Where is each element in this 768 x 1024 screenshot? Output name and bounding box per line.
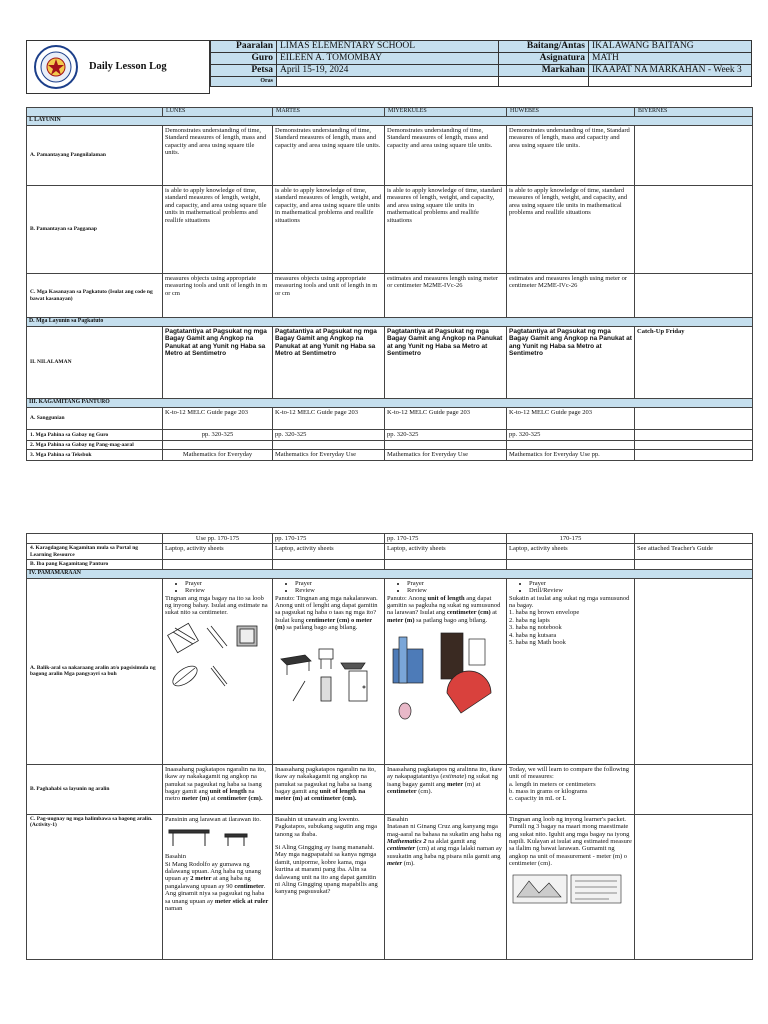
- benches-icon: [165, 826, 261, 850]
- day-header-lunes: LUNES: [163, 108, 273, 117]
- cell-paghahabi-huwebes: Today, we will learn to compare the following unit of measures: a. length in meters or centimeters b. mass in grams or kilograms c. capacity in mL or L: [507, 764, 635, 814]
- learners-packet-icon: [509, 871, 625, 905]
- paaralan-label: Paaralan: [211, 41, 277, 53]
- cell-kasanayan-miyerkules: estimates and measures length using meter or centimeter M2ME-IVc-26: [385, 274, 507, 318]
- cell-karagdagang-lunes: Laptop, activity sheets: [163, 544, 273, 559]
- row-label-balik-aral: A. Balik-aral sa nakaraang aralin at/o pagsisimula ng bagong aralin Mga pangyayri sa buh: [27, 578, 163, 764]
- section-layunin: I. LAYUNIN: [27, 117, 753, 126]
- row-label-pahina-magaaral: 2. Mga Pahina sa Gabay ng Pang-mag-aaral: [27, 441, 163, 450]
- cell-pamantayang-huwebes: Demonstrates understanding of time, Standard measures of length, mass and capacity and area using square tile units.: [507, 126, 635, 186]
- section-nilalaman: II. NILALAMAN: [27, 327, 163, 399]
- cell-teksbuk-cont-martes: pp. 170-175: [273, 534, 385, 544]
- cell-teksbuk-huwebes: Mathematics for Everyday Use pp.: [507, 450, 635, 461]
- document-title: Daily Lesson Log: [89, 61, 167, 72]
- asignatura-label: Asignatura: [499, 53, 589, 65]
- cell-kasanayan-lunes: measures objects using appropriate measuring tools and unit of length in m or cm: [163, 274, 273, 318]
- cell-sanggunian-huwebes: K-to-12 MELC Guide page 203: [507, 408, 635, 430]
- row-label-pagganap: B. Pamantayan sa Pagganap: [27, 186, 163, 274]
- petsa-label: Petsa: [211, 65, 277, 77]
- cell-pamantayang-miyerkules: Demonstrates understanding of time, Standard measures of length, mass and capacity and area using square tile units.: [385, 126, 507, 186]
- cell-nilalaman-miyerkules: Pagtatantiya at Pagsukat ng mga Bagay Gamit ang Angkop na Panukat at ang Yunit ng Haba sa Metro at Sentimetro: [385, 327, 507, 399]
- row-label-layunin-pagkatuto: D. Mga Layunin sa Pagkatuto: [27, 318, 753, 327]
- cell-pamantayang-martes: Demonstrates understanding of time, Standard measures of length, mass and capacity and area using square tile units.: [273, 126, 385, 186]
- day-header-biyernes: BIYERNES: [635, 108, 753, 117]
- cell-nilalaman-huwebes: Pagtatantiya at Pagsukat ng mga Bagay Gamit ang Angkop na Panukat at ang Yunit ng Haba sa Metro at Sentimetro: [507, 327, 635, 399]
- cell-paghahabi-lunes: Inaasahang pagkatapos ngaralin na ito, ikaw ay nakakagamit ng angkop na panukat sa pagsukat ng haba sa isang bagay gamit ang unit of length na metro meter (m) at centimeter (cm).: [163, 764, 273, 814]
- paaralan-value: LIMAS ELEMENTARY SCHOOL: [277, 41, 499, 53]
- guro-label: Guro: [211, 53, 277, 65]
- row-label-pahina-teksbuk: 3. Mga Pahina sa Teksbuk: [27, 450, 163, 461]
- cell-nilalaman-martes: Pagtatantiya at Pagsukat ng mga Bagay Gamit ang Angkop na Panukat at ang Yunit ng Haba sa Metro at Sentimetro: [273, 327, 385, 399]
- cell-pag-uugnay-huwebes: Tingnan ang loob ng inyong learner's packet. Pumili ng 3 bagay na maari mong maestimate ang sukat nito. Iguhit ang mga bagay na iyong napili. Kulayan at isulat ang estimated measure sa ilalim ng bawat larawan. Gumamit ng angkop na unit of measurement - meter (m) o centimeter (cm).: [507, 814, 635, 959]
- cell-pahina-guro-martes: pp. 320-325: [273, 430, 385, 441]
- section-kagamitan: III. KAGAMITANG PANTURO: [27, 399, 753, 408]
- cell-pagganap-miyerkules: is able to apply knowledge of time, standard measures of length, weight, and capacity, and area using square tile units in mathematical problems and reallife situations: [385, 186, 507, 274]
- cell-nilalaman-lunes: Pagtatantiya at Pagsukat ng mga Bagay Gamit ang Angkop na Panukat at ang Yunit ng Haba sa Metro at Sentimetro: [163, 327, 273, 399]
- row-label-sanggunian: A. Sanggunian: [27, 408, 163, 430]
- row-label-karagdagang: 4. Karagdagang Kagamitan mula sa Portal ng Learning Resource: [27, 544, 163, 559]
- school-info-table: [210, 40, 752, 87]
- row-label-pag-uugnay: C. Pag-uugnay ng mga halimbawa sa bagong aralin. (Activity-1): [27, 814, 163, 959]
- household-objects-icon: [165, 620, 265, 696]
- cell-pamantayang-lunes: Demonstrates understanding of time, Standard measures of length, mass and capacity and area using square tile units.: [163, 126, 273, 186]
- petsa-value: April 15-19, 2024: [277, 65, 499, 77]
- header-logo-box: [26, 40, 210, 94]
- cell-pagganap-lunes: is able to apply knowledge of time, standard measures of length, weight, and capacity, and area using square tile units in mathematical problems and reallife situations: [163, 186, 273, 274]
- row-label-pahina-guro: 1. Mga Pahina sa Gabay ng Guro: [27, 430, 163, 441]
- cell-pag-uugnay-martes: Basahin ut unawain ang kwento. Pagkatapos, subukang sagutin ang mga tanong sa ibaba. Si Aling Gingging ay isang mananahi. May mga nagpapatahi sa kanya ngmga damit, uniporme, kobre kama, mga kurtina at marami pang iba. Alin sa dalawang unit na ito ang dapat gamitin ni Aling Gingging upang mapabilis ang kanyang pagsusukat?: [273, 814, 385, 959]
- oras-label: Oras: [211, 77, 277, 87]
- oras-value: [277, 77, 499, 87]
- cell-balik-aral-miyerkules: • Prayer • Review Panuto: Anong unit of length ang dapat gamitin sa pagkuha ng sukat ng sumusunod na larawan? Isulat ang centimeter (cm) at meter (m) sa patlang bago ang bilang.: [385, 578, 507, 764]
- cell-balik-aral-lunes: • Prayer • Review Tingnan ang mga bagay na ito sa loob ng inyong bahay. Isulat ang estimate na sukat nito sa centimeter.: [163, 578, 273, 764]
- day-header-miyerkules: MIYERKULES: [385, 108, 507, 117]
- deped-seal-icon: [33, 44, 79, 90]
- lesson-log-table-1: [26, 107, 753, 461]
- cell-pag-uugnay-miyerkules: Basahin Inatasan ni Ginang Cruz ang kanyang mga mag-aaral na bahasa na sukatin ang haba ng Mathematics 2 na aklat gamit ang centimeter (cm) at ang mga lalaki naman ay susukatin ang haba ng pisara nila gamit ang meter (m).: [385, 814, 507, 959]
- cell-karagdagang-martes: Laptop, activity sheets: [273, 544, 385, 559]
- cell-sanggunian-lunes: K-to-12 MELC Guide page 203: [163, 408, 273, 430]
- cell-paghahabi-martes: Inaasahang pagkatapos ngaralin na ito, ikaw ay nakakagamit ng angkop na panukat sa pagsukat ng haba sa isang bagay gamit ang unit of length na meter (m) at centimeter (cm).: [273, 764, 385, 814]
- guro-value: EILEEN A. TOMOMBAY: [277, 53, 499, 65]
- cell-pahina-guro-lunes: pp. 320-325: [163, 430, 273, 441]
- cell-pagganap-huwebes: is able to apply knowledge of time, standard measures of length, weight, and capacity, and area using square tile units in mathematical problems and reallife situations: [507, 186, 635, 274]
- row-label-kasanayan: C. Mga Kasanayan sa Pagkatuto (Isulat ang code ng bawat kasanayan): [27, 274, 163, 318]
- cell-teksbuk-cont-miyerkules: pp. 170-175: [385, 534, 507, 544]
- cell-sanggunian-miyerkules: K-to-12 MELC Guide page 203: [385, 408, 507, 430]
- cell-karagdagang-huwebes: Laptop, activity sheets: [507, 544, 635, 559]
- cell-balik-aral-huwebes: • Prayer • Drill/Review Sukatin at isulat ang sukat ng mga sumusunod na bagay. 1. haba ng brown envelope 2. haba ng lapis 3. haba ng notebook 4. haba ng kutsara 5. haba ng Math book: [507, 578, 635, 764]
- cell-karagdagang-miyerkules: Laptop, activity sheets: [385, 544, 507, 559]
- markahan-label: Markahan: [499, 65, 589, 77]
- cell-kasanayan-martes: measures objects using appropriate measuring tools and unit of length in m or cm: [273, 274, 385, 318]
- lesson-log-table-2: [26, 533, 753, 960]
- cell-pagganap-martes: is able to apply knowledge of time, standard measures of length, weight, and capacity, and area using square tile units in mathematical problems and reallife situations: [273, 186, 385, 274]
- building-and-fan-icon: [387, 627, 499, 727]
- cell-teksbuk-miyerkules: Mathematics for Everyday Use: [385, 450, 507, 461]
- row-label-paghahabi: B. Paghahabi sa layunin ng aralin: [27, 764, 163, 814]
- cell-teksbuk-cont-lunes: Use pp. 170-175: [163, 534, 273, 544]
- baitang-value: IKALAWANG BAITANG: [589, 41, 752, 53]
- cell-teksbuk-cont-huwebes: 170-175: [507, 534, 635, 544]
- cell-teksbuk-martes: Mathematics for Everyday Use: [273, 450, 385, 461]
- cell-teksbuk-lunes: Mathematics for Everyday: [163, 450, 273, 461]
- cell-pahina-guro-miyerkules: pp. 320-325: [385, 430, 507, 441]
- cell-nilalaman-biyernes: Catch-Up Friday: [635, 327, 753, 399]
- baitang-label: Baitang/Antas: [499, 41, 589, 53]
- cell-paghahabi-miyerkules: Inaasahang pagkatapos ng aralinna ito, ikaw ay nakapagtatantiya (estimate) ng sukat ng isang bagay gamit ang meter (m) at centimeter (cm).: [385, 764, 507, 814]
- section-pamamaraan: IV. PAMAMARAAN: [27, 569, 753, 578]
- day-header-martes: MARTES: [273, 108, 385, 117]
- cell-sanggunian-martes: K-to-12 MELC Guide page 203: [273, 408, 385, 430]
- cell-pahina-guro-huwebes: pp. 320-325: [507, 430, 635, 441]
- row-label-pamantayang: A. Pamantayang Pangnilalaman: [27, 126, 163, 186]
- day-header-huwebes: HUWEBES: [507, 108, 635, 117]
- cell-karagdagang-biyernes: See attached Teacher's Guide: [635, 544, 753, 559]
- cell-balik-aral-martes: • Prayer • Review Panuto: Tingnan ang mga nakalarawan. Anong unit of lenght ang dapat gamitin sa pagsukat ng haba o taas ng mga ito? Isulat kung centimeter (cm) o meter (m) sa patlang bago ang bilang.: [273, 578, 385, 764]
- cell-pag-uugnay-lunes: Pansinin ang larawan at ilarawan ito. Basahin Si Mang Rodolfo ay gumawa ng dalawang upuan. Ang haba ng unang upuan ay 2 meter at ang haba ng pangalawang upuan ay 90 centimeter. Ang ginamit niya sa pagsukat ng haba sa unang upuan ay meter stick at ruler naman: [163, 814, 273, 959]
- markahan-value: IKAAPAT NA MARKAHAN - Week 3: [589, 65, 752, 77]
- asignatura-value: MATH: [589, 53, 752, 65]
- furniture-objects-icon: [275, 635, 379, 707]
- row-label-iba-pang: B. Iba pang Kagamitang Panturo: [27, 559, 163, 569]
- cell-kasanayan-huwebes: estimates and measures length using meter or centimeter M2ME-IVc-26: [507, 274, 635, 318]
